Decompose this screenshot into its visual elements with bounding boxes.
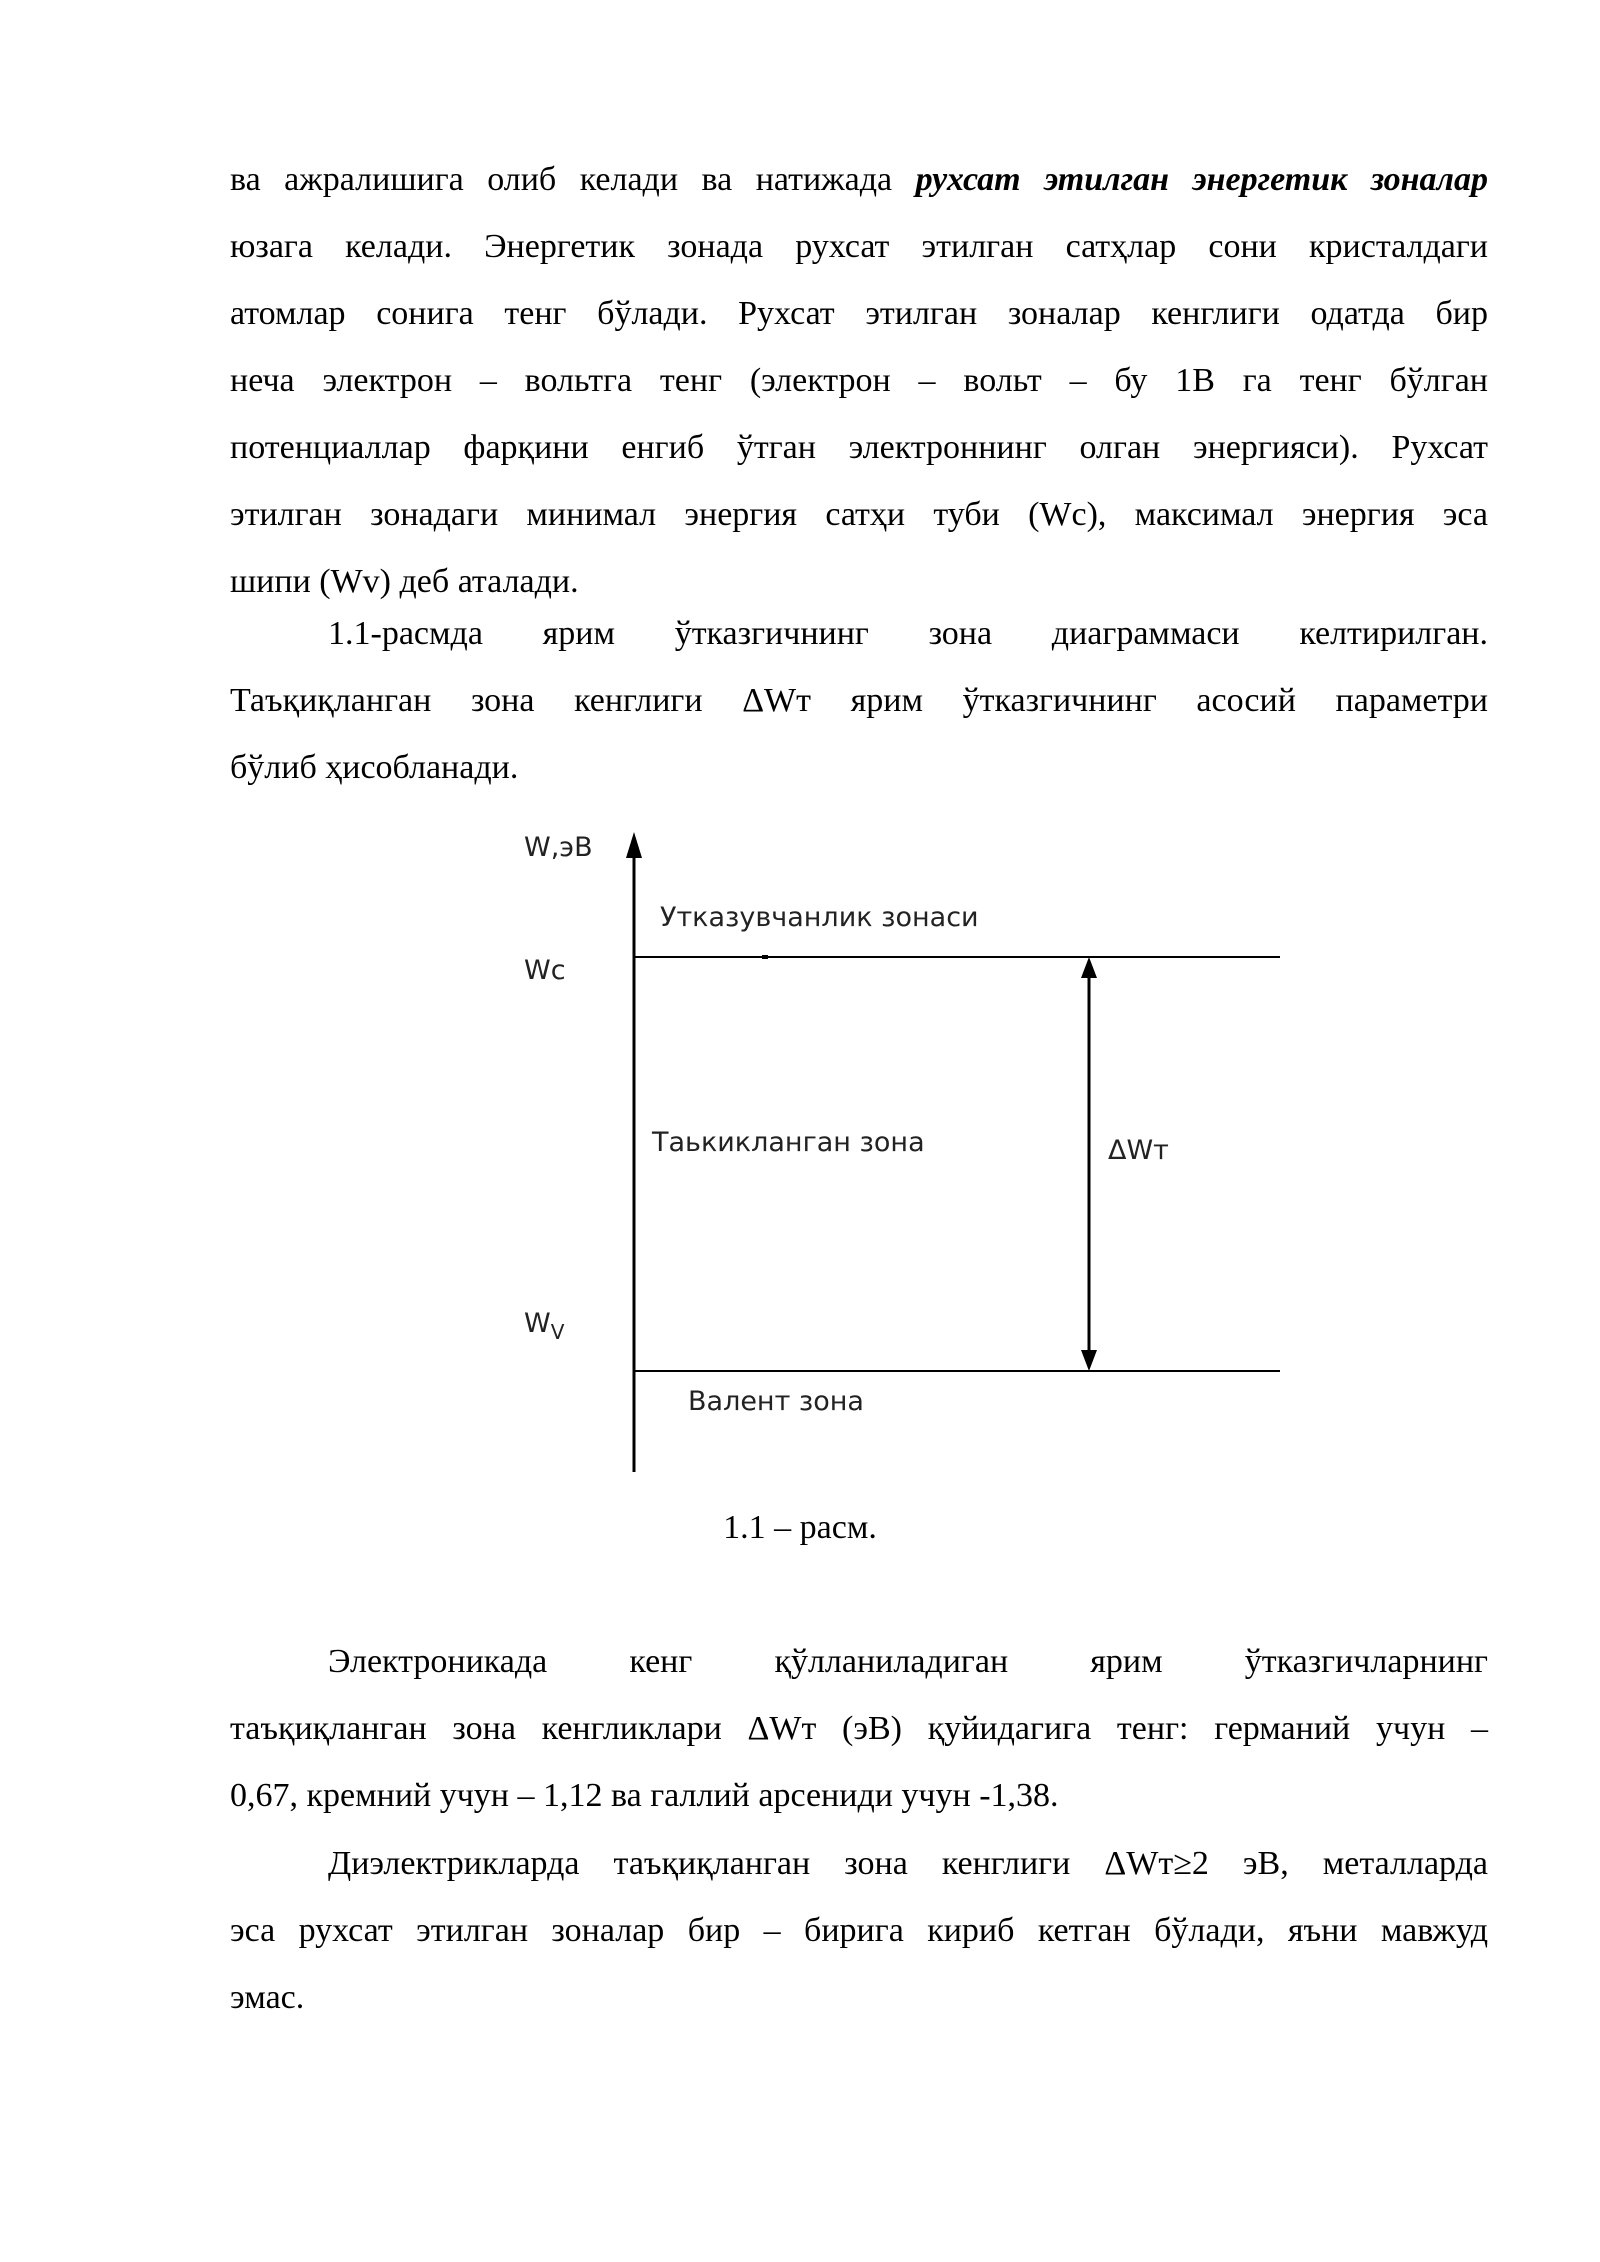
paragraph-4-line-3: эмас. [230, 1979, 305, 2016]
paragraph-3-line-1: Электроникада кенг қўлланиладиган ярим ўтказгичларнинг [328, 1643, 1488, 1680]
wv-label-main: W [524, 1308, 551, 1339]
wc-label: Wc [524, 955, 566, 986]
paragraph-3-line-3: 0,67, кремний учун – 1,12 ва галлий арсениди учун -1,38. [230, 1777, 1059, 1814]
paragraph-4-line-2: эса рухсат этилган зоналар бир – бирига кириб кетган бўлади, яъни мавжуд [230, 1912, 1488, 1949]
axis-arrow-head [626, 832, 642, 858]
paragraph-2-line-3: бўлиб ҳисобланади. [230, 749, 519, 786]
paragraph-1-line-3: атомлар сонига тенг бўлади. Рухсат этилган зоналар кенглиги одатда бир [230, 295, 1488, 332]
conduction-zone-label: Утказувчанлик зонаси [660, 902, 979, 933]
paragraph-3-line-2: таъқиқланган зона кенгликлари ΔWт (эВ) қуйидагига тенг: германий учун – [230, 1710, 1488, 1747]
gap-arrow-bottom [1081, 1350, 1097, 1371]
paragraph-3 [230, 1628, 1488, 1829]
wv-label [524, 1308, 565, 1344]
paragraph-1-line-2: юзага келади. Энергетик зонада рухсат этилган сатҳлар сони кристалдаги [230, 228, 1488, 265]
gap-arrow-top [1081, 957, 1097, 978]
wv-label-sub: V [550, 1320, 565, 1344]
paragraph-1-line-5: потенциаллар фарқини енгиб ўтган электроннинг олган энергияси). Рухсат [230, 429, 1488, 466]
paragraph-1-line-4: неча электрон – вольтга тенг (электрон – вольт – бу 1В га тенг бўлган [230, 362, 1488, 399]
valence-zone-label: Валент зона [688, 1386, 864, 1417]
paragraph-4-line-1: Диэлектрикларда таъқиқланган зона кенглиги ΔWт≥2 эВ, металларда [328, 1845, 1488, 1882]
gap-width-label: ΔWт [1108, 1135, 1169, 1166]
paragraph-1-line-7: шипи (Wv) деб аталади. [230, 563, 579, 600]
forbidden-zone-label: Таькикланган зона [652, 1127, 925, 1158]
paragraph-2-line-2: Таъқиқланган зона кенглиги ΔWт ярим ўтказгичнинг асосий параметри [230, 682, 1488, 719]
emphasized-term: рухсат этилган энергетик зоналар [915, 161, 1488, 198]
paragraph-2-line-1: 1.1-расмда ярим ўтказгичнинг зона диаграммаси келтирилган. [328, 615, 1488, 652]
paragraph-4 [230, 1830, 1488, 2031]
paragraph-1-line-6: этилган зонадаги минимал энергия сатҳи туби (Wc), максимал энергия эса [230, 496, 1488, 533]
figure-caption: 1.1 – расм. [723, 1509, 877, 1546]
y-axis-label: W,эВ [524, 832, 593, 863]
paragraph-1-text-a: ва ажралишига олиб келади ва натижада [230, 161, 916, 198]
